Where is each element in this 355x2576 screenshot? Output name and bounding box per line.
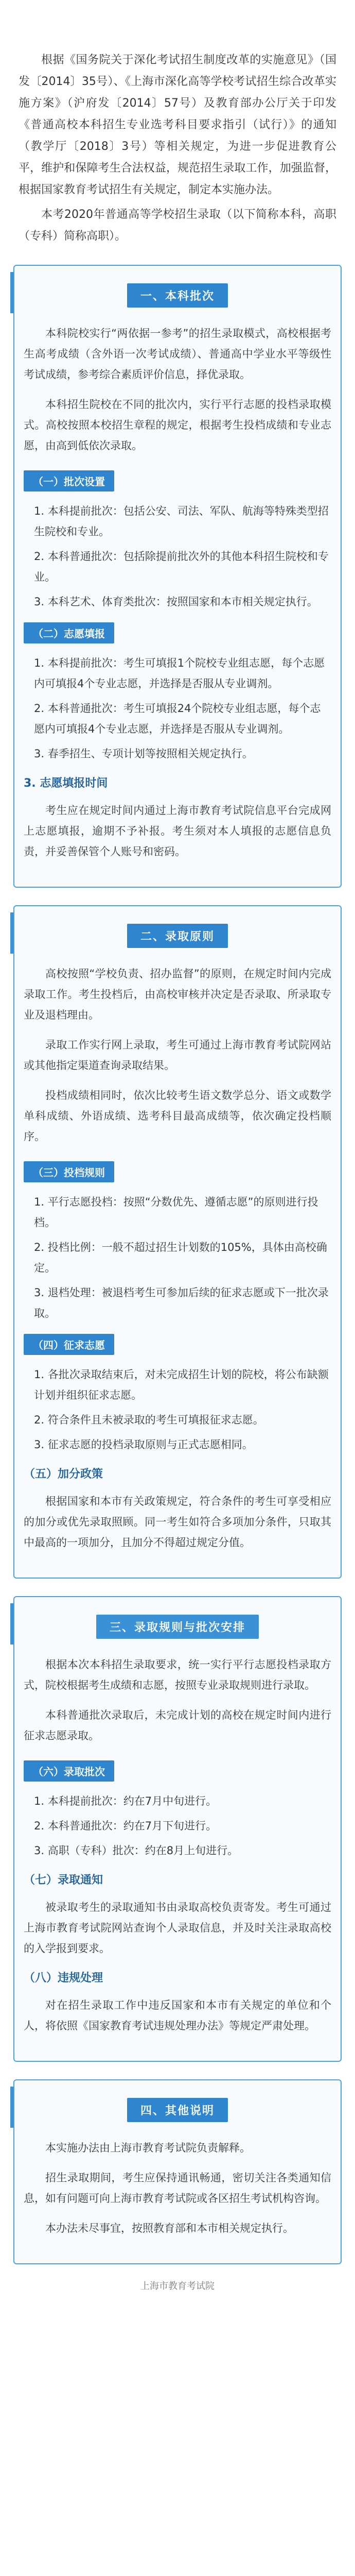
section-title: 三、录取规则与批次安排 xyxy=(24,1615,331,1639)
subsection-label: （四）征求志愿 xyxy=(24,1334,114,1355)
list-item: 2. 本科普通批次：约在7月下旬进行。 xyxy=(34,1820,217,1832)
intro-paragraph: 根据《国务院关于深化考试招生制度改革的实施意见》（国发〔2014〕35号）、《上海市深化高等学校考试招生综合改革实施方案》（沪府发〔2014〕57号）及教育部办公厅关于印发《普通高校本科招生专业选考科目要求指引（试行）》的通知（教学厅〔2018〕3号）等相关规定，为进一步促进教育公平，维护和保障考生合法权益，规范招生录取工作，加强监督，根据国家教育考试招生有关规定，制定本实施办法。 xyxy=(19,54,336,196)
section-paragraph: 根据国家和本市有关政策规定，符合条件的考生可享受相应的加分或优先录取照顾。同一考生如符合多项加分条件，只取其中最高的一项加分，且加分不得超过规定分值。 xyxy=(24,1495,331,1549)
section-paragraph: 被录取考生的录取通知书由录取高校负责寄发。考生可通过上海市教育考试院网站查询个人录取信息，并及时关注录取高校的入学报到要求。 xyxy=(24,1901,331,1955)
section-card xyxy=(13,265,342,888)
section-card xyxy=(13,1596,342,2062)
list-item: 2. 本科普通批次：包括除提前批次外的其他本科招生院校和专业。 xyxy=(34,550,329,583)
section-paragraph: 本科院校实行“两依据一参考”的招生录取模式，高校根据考生高考成绩（含外语一次考试成绩）、普通高中学业水平等级性考试成绩，参考综合素质评价信息，择优录取。 xyxy=(24,327,331,381)
section-title: 一、本科批次 xyxy=(24,283,331,308)
list-item: 3. 退档处理：被退档考生可参加后续的征求志愿或下一批次录取。 xyxy=(34,1286,329,1319)
list xyxy=(34,1192,331,1324)
list-item: 2. 符合条件且未被录取的考生可填报征求志愿。 xyxy=(34,1414,264,1426)
section-paragraph: 对在招生录取工作中违反国家和本市有关规定的单位和个人，将依照《国家教育考试违规处理办法》等规定严肃处理。 xyxy=(24,1999,331,2032)
footer: 上海市教育考试院 xyxy=(140,2281,215,2292)
subsection-label: （三）投档规则 xyxy=(24,1161,114,1182)
list-item: 1. 各批次录取结束后，对未完成招生计划的院校，将公布缺额计划并组织征求志愿。 xyxy=(34,1368,329,1401)
list-item: 2. 本科普通批次：考生可填报24个院校专业组志愿，每个志愿内可填报4个专业志愿，并选择是否服从专业调剂。 xyxy=(34,702,321,735)
list xyxy=(34,501,331,612)
list-item: 2. 投档比例：一般不超过招生计划数的105%，具体由高校确定。 xyxy=(34,1241,327,1274)
list xyxy=(34,1791,331,1861)
list-item: 3. 高职（专科）批次：约在8月上旬进行。 xyxy=(34,1844,239,1857)
subheading: （七）录取通知 xyxy=(24,1874,103,1887)
section-paragraph: 投档成绩相同时，依次比较考生语文数学总分、语文或数学单科成绩、外语成绩、选考科目最高成绩等，依次确定投档顺序。 xyxy=(24,1089,331,1143)
list-item: 3. 征求志愿的投档录取原则与正式志愿相同。 xyxy=(34,1438,253,1451)
section-paragraph: 本科招生院校在不同的批次内，实行平行志愿的投档录取模式。高校按照本校招生章程的规定，根据考生投档成绩和专业志愿，由高到低依次录取。 xyxy=(24,398,331,452)
list-item: 3. 本科艺术、体育类批次：按照国家和本市相关规定执行。 xyxy=(34,596,318,608)
list-item: 3. 春季招生、专项计划等按照相关规定执行。 xyxy=(34,748,253,760)
list xyxy=(34,653,331,764)
list-item: 1. 本科提前批次：包括公安、司法、军队、航海等特殊类型招生院校和专业。 xyxy=(34,505,329,538)
section-paragraph: 高校按照“学校负责、招办监督”的原则，在规定时间内完成录取工作。考生投档后，由高校审核并决定是否录取、所录取专业及退档理由。 xyxy=(24,968,331,1021)
section-paragraph: 本办法未尽事宜，按照教育部和本市相关规定执行。 xyxy=(45,2222,294,2234)
section-paragraph: 根据本次本科招生录取要求，统一实行平行志愿投档录取方式，院校根据考生成绩和志愿，按照专业录取规则进行录取。 xyxy=(24,1658,331,1691)
list-item: 1. 本科提前批次：考生可填报1个院校专业组志愿，每个志愿内可填报4个专业志愿，并选择是否服从专业调剂。 xyxy=(34,657,325,690)
section-paragraph: 本实施办法由上海市教育考试院负责解释。 xyxy=(45,2142,251,2154)
subsection-label: （二）志愿填报 xyxy=(24,622,114,643)
section-paragraph: 录取工作实行网上录取，考生可通过上海市教育考试院网站或其他指定渠道查询录取结果。 xyxy=(24,1039,331,1072)
subsection-label: （六）录取批次 xyxy=(24,1760,114,1782)
section-title: 二、录取原则 xyxy=(24,924,331,948)
list-item: 1. 本科提前批次：约在7月中旬进行。 xyxy=(34,1795,217,1807)
section-card xyxy=(13,905,342,1579)
subheading: （八）违规处理 xyxy=(24,1972,103,1985)
subheading: （五）加分政策 xyxy=(24,1468,103,1481)
list-item: 1. 平行志愿投档：按照“分数优先、遵循志愿”的原则进行投档。 xyxy=(34,1196,318,1229)
list xyxy=(34,1364,331,1455)
subheading: 3. 志愿填报时间 xyxy=(24,777,108,790)
section-paragraph: 本科普通批次录取后，未完成计划的高校在规定时间内进行征求志愿录取。 xyxy=(24,1709,331,1742)
intro xyxy=(19,44,336,247)
section-paragraph: 招生录取期间，考生应保持通讯畅通，密切关注各类通知信息，如有问题可向上海市教育考试院或各区招生考试机构咨询。 xyxy=(24,2172,331,2205)
section-card xyxy=(13,2079,342,2264)
subsection-label: （一）批次设置 xyxy=(24,470,114,492)
section-title: 四、其他说明 xyxy=(24,2098,331,2122)
intro-paragraph: 本考2020年普通高等学校招生录取（以下简称本科，高职（专科）简称高职）。 xyxy=(19,208,336,243)
top-strip xyxy=(0,0,355,44)
section-paragraph: 考生应在规定时间内通过上海市教育考试院信息平台完成网上志愿填报，逾期不予补报。考生须对本人填报的志愿信息负责，并妥善保管个人账号和密码。 xyxy=(24,804,331,858)
